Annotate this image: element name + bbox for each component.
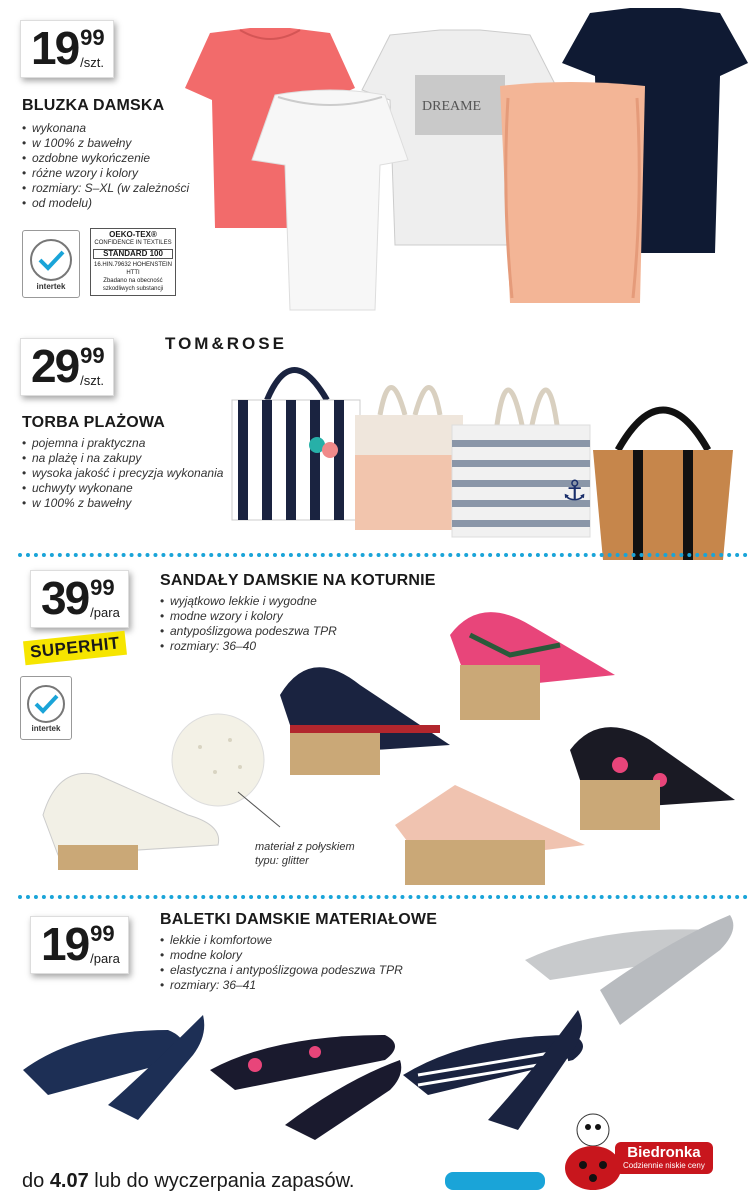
feature-item: • wyjątkowo lekkie i wygodne — [160, 594, 380, 609]
price-unit: /szt. — [80, 373, 105, 388]
intertek-badge — [22, 230, 80, 298]
svg-text:⚓: ⚓ — [562, 474, 588, 507]
validity-suffix: lub do wyczerpania zapasów. — [88, 1170, 355, 1192]
floral-wedge-bottom-image — [560, 710, 740, 840]
price-unit: /para — [90, 951, 120, 966]
feature-item: • uchwyty wykonane — [22, 481, 242, 496]
section-divider — [18, 553, 748, 557]
feature-item: • wysoka jakość i precyzja wykonania — [22, 466, 242, 481]
feature-item: • lekkie i komfortowe — [160, 933, 460, 948]
material-note-line: materiał z połyskiem — [255, 841, 355, 853]
beige-rope-bag-image — [355, 360, 465, 535]
oeko-note: Zbadano na obecność szkodliwych substancji — [102, 278, 164, 292]
white-blouse-image — [250, 85, 410, 315]
navy-ballerina-image — [18, 1010, 208, 1130]
oeko-title: OEKO-TEX® — [109, 230, 157, 239]
checkmark-icon — [29, 238, 73, 282]
intertek-label: intertek — [31, 723, 61, 733]
price-tag-bag — [20, 338, 114, 396]
price-tag-ballerinas — [30, 916, 129, 974]
svg-text:DREAME: DREAME — [422, 99, 482, 114]
feature-item: • modne kolory — [160, 948, 460, 963]
price-decimal: 99 — [80, 343, 105, 368]
price-tag-sandals — [30, 570, 129, 628]
oeko-tex-badge — [90, 228, 176, 296]
feature-item: • różne wzory i kolory — [22, 166, 222, 181]
logo-tagline: Codziennie niskie ceny — [623, 1161, 705, 1170]
material-note — [255, 840, 355, 868]
feature-item: • w 100% z bawełny — [22, 496, 242, 511]
white-sandal-image — [38, 745, 228, 880]
feature-item: • w 100% z bawełny — [22, 136, 222, 151]
feature-item: • elastyczna i antypoślizgowa podeszwa TPR — [160, 963, 460, 978]
price-decimal: 99 — [90, 575, 115, 600]
price-integer: 39 — [41, 572, 89, 624]
validity-date: 4.07 — [49, 1170, 89, 1192]
price-integer: 19 — [41, 918, 89, 970]
price-decimal: 99 — [80, 25, 105, 50]
feature-item: • wykonana — [22, 121, 222, 136]
product-title-bag: TORBA PLAŻOWA — [22, 414, 166, 431]
navy-striped-bag-image — [232, 355, 362, 525]
floral-ballerina-image — [205, 1020, 405, 1140]
feature-item: • modne wzory i kolory — [160, 609, 380, 624]
oeko-code: 16.HIN.79632 HOHENSTEIN HTTI — [93, 262, 173, 276]
price-integer: 29 — [31, 340, 79, 392]
section-divider — [18, 895, 748, 899]
feature-item: • ozdobne wykończenie — [22, 151, 222, 166]
floral-wedge-top-image — [440, 595, 620, 725]
peach-blouse-image — [490, 78, 655, 313]
validity-prefix: do — [22, 1170, 50, 1192]
feature-item: • rozmiary: 36–40 — [160, 639, 380, 654]
material-note-line: typu: glitter — [255, 855, 309, 867]
oeko-sub: CONFIDENCE IN TEXTILES — [94, 240, 172, 246]
feature-item: • rozmiary: S–XL (w zależności — [22, 181, 222, 196]
feature-list-bag — [22, 436, 242, 511]
price-decimal: 99 — [90, 921, 115, 946]
price-unit: /para — [90, 605, 120, 620]
logo-name: Biedronka — [627, 1144, 701, 1161]
brand-logo: TOM&ROSE — [165, 334, 287, 353]
intertek-label: intertek — [36, 281, 66, 291]
price-integer: 19 — [31, 22, 79, 74]
checkmark-icon — [26, 684, 66, 724]
oeko-standard: STANDARD 100 — [93, 249, 173, 259]
price-tag-blouse — [20, 20, 114, 78]
feature-item: • pojemna i praktyczna — [22, 436, 242, 451]
feature-item: • rozmiary: 36–41 — [160, 978, 460, 993]
biedronka-logo — [615, 1142, 713, 1174]
product-title-ballerinas: BALETKI DAMSKIE MATERIAŁOWE — [160, 911, 438, 928]
product-title-sandals: SANDAŁY DAMSKIE NA KOTURNIE — [160, 572, 436, 589]
validity-text — [22, 1170, 354, 1193]
accent-pill — [445, 1172, 545, 1190]
grey-striped-rope-bag-image — [452, 355, 592, 540]
superhit-tag: SUPERHIT — [23, 631, 127, 666]
product-title-blouse: BLUZKA DAMSKA — [22, 97, 165, 114]
feature-list-ballerinas — [160, 933, 460, 993]
straw-bag-image — [583, 390, 743, 570]
feature-item: • od modelu) — [22, 196, 222, 211]
intertek-badge — [20, 676, 72, 740]
price-unit: /szt. — [80, 55, 105, 70]
feature-item: • na plażę i na zakupy — [22, 451, 242, 466]
feature-item: • antypoślizgowa podeszwa TPR — [160, 624, 380, 639]
